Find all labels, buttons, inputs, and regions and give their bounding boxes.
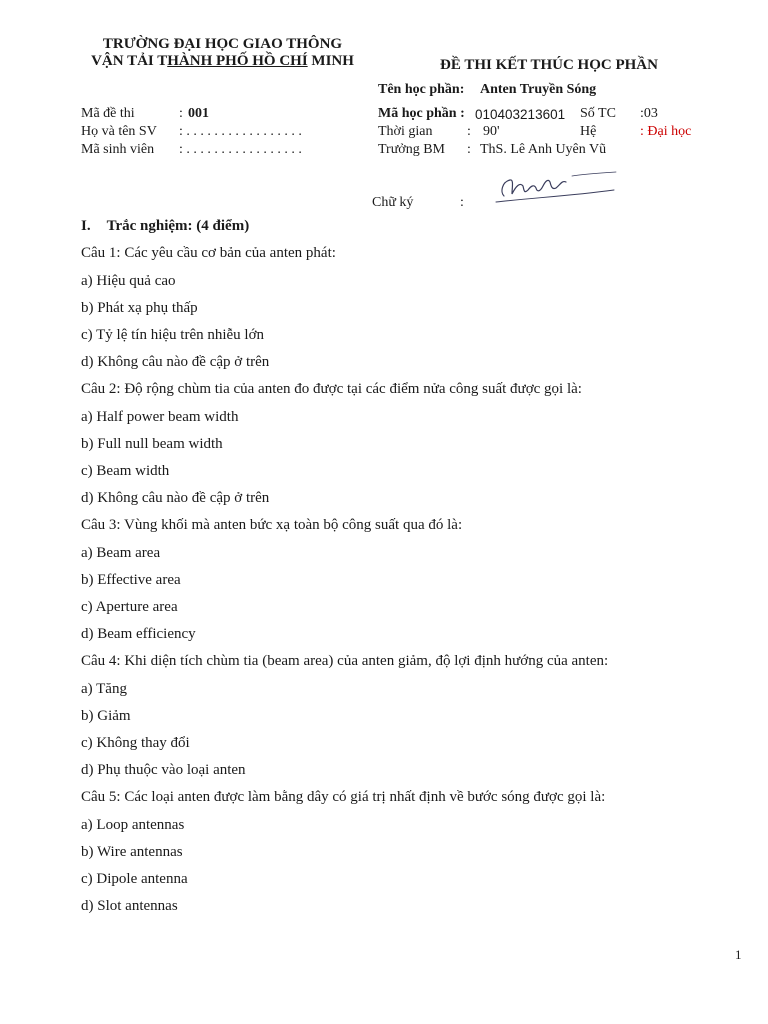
course-code-label: Mã học phần :: [378, 106, 465, 121]
question-2: Câu 2: Độ rộng chùm tia của anten đo được tại các điểm nửa công suất được gọi là:: [81, 381, 582, 397]
question-1: Câu 1: Các yêu cầu cơ bản của anten phát:: [81, 245, 336, 261]
question-5-option-b: b) Wire antennas: [81, 844, 183, 860]
signature-label: Chữ ký: [372, 195, 414, 210]
time-sep: :: [467, 124, 471, 139]
question-4: Câu 4: Khi diện tích chùm tia (beam area) của anten giảm, độ lợi định hướng của anten:: [81, 653, 609, 669]
time-value: 90': [483, 124, 500, 139]
question-1-option-a: a) Hiệu quả cao: [81, 273, 176, 289]
system-label: Hệ: [580, 124, 597, 139]
system-value: : Đại học: [640, 124, 692, 139]
question-1-option-b: b) Phát xạ phụ thấp: [81, 300, 198, 316]
exam-title: ĐỀ THI KẾT THÚC HỌC PHẦN: [440, 57, 658, 73]
question-3-option-a: a) Beam area: [81, 545, 161, 561]
question-2-option-d: d) Không câu nào đề cập ở trên: [81, 490, 270, 506]
head-value: ThS. Lê Anh Uyên Vũ: [480, 142, 607, 157]
section-number: I.: [81, 218, 91, 234]
time-label: Thời gian: [378, 124, 433, 139]
question-2-option-b: b) Full null beam width: [81, 436, 223, 452]
head-label: Trưởng BM: [378, 142, 445, 157]
credits-value: :03: [640, 106, 658, 121]
section-heading: [81, 218, 249, 235]
question-3-option-d: d) Beam efficiency: [81, 626, 196, 642]
question-4-option-b: b) Giảm: [81, 708, 131, 724]
university-line-2: VẬN TẢI THÀNH PHỐ HỒ CHÍ MINH: [91, 53, 354, 69]
question-1-option-d: d) Không câu nào đề cập ở trên: [81, 354, 270, 370]
question-2-option-c: c) Beam width: [81, 463, 170, 479]
question-5-option-d: d) Slot antennas: [81, 898, 178, 914]
course-code-value: 010403213601: [475, 107, 566, 122]
university-line-1: TRƯỜNG ĐẠI HỌC GIAO THÔNG: [102, 36, 343, 52]
question-1-option-c: c) Tỷ lệ tín hiệu trên nhiễu lớn: [81, 327, 265, 343]
course-name-label: Tên học phần:: [378, 82, 465, 97]
exam-code-sep: :: [179, 106, 183, 121]
question-3-option-b: b) Effective area: [81, 572, 181, 588]
question-3: Câu 3: Vùng khối mà anten bức xạ toàn bộ công suất qua đó là:: [81, 517, 463, 533]
section-title: Trắc nghiệm: (4 điểm): [106, 218, 250, 234]
signature-sep: :: [460, 195, 464, 210]
student-name-value: : . . . . . . . . . . . . . . . . .: [179, 124, 302, 139]
question-4-option-a: a) Tăng: [81, 681, 127, 697]
question-5-option-c: c) Dipole antenna: [81, 871, 188, 887]
exam-code-label: Mã đề thi: [81, 106, 135, 121]
signature-image: [490, 168, 620, 208]
question-4-option-c: c) Không thay đổi: [81, 735, 190, 751]
question-4-option-d: d) Phụ thuộc vào loại anten: [81, 762, 246, 778]
university-name: [85, 36, 360, 70]
question-3-option-c: c) Aperture area: [81, 599, 178, 615]
course-name-value: Anten Truyền Sóng: [480, 82, 597, 97]
page-number: 1: [735, 947, 742, 962]
student-name-label: Họ và tên SV: [81, 124, 157, 139]
question-5: Câu 5: Các loại anten được làm bằng dây có giá trị nhất định về bước sóng được gọi là:: [81, 789, 606, 805]
question-5-option-a: a) Loop antennas: [81, 817, 185, 833]
student-id-label: Mã sinh viên: [81, 142, 155, 157]
question-2-option-a: a) Half power beam width: [81, 409, 239, 425]
student-id-value: : . . . . . . . . . . . . . . . . .: [179, 142, 302, 157]
head-sep: :: [467, 142, 471, 157]
credits-label: Số TC: [580, 106, 616, 121]
exam-code-value: 001: [188, 106, 209, 121]
